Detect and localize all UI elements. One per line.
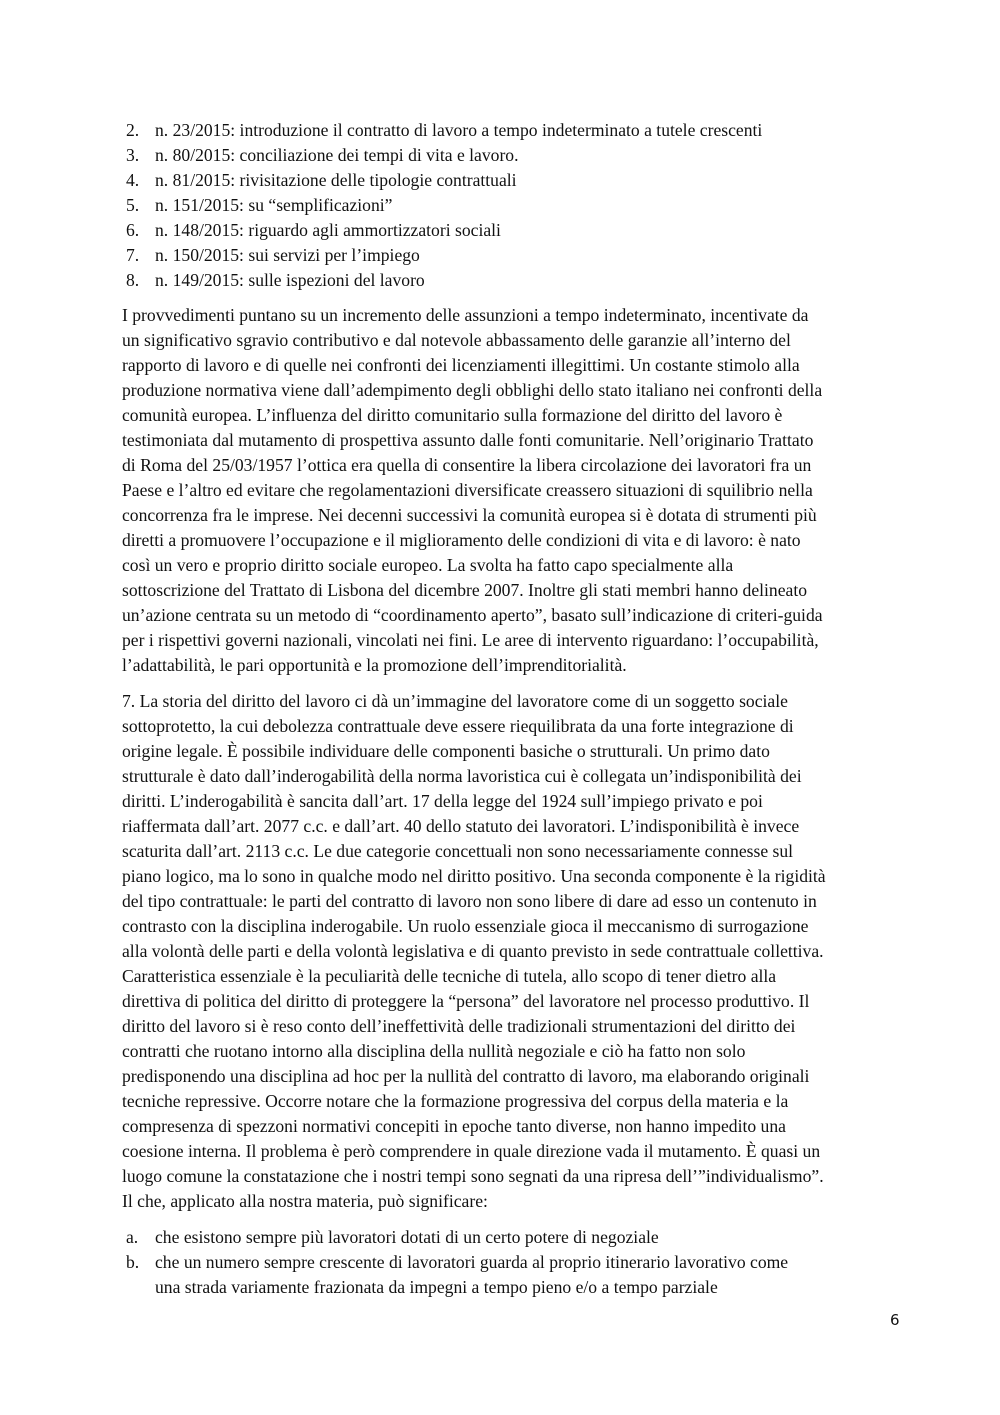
list-marker: 4. xyxy=(126,170,140,190)
text-line: luogo comune la constatazione che i nostri tempi sono segnati da una ripresa dell’”individualismo”. xyxy=(122,1166,824,1186)
list-marker: 8. xyxy=(126,270,140,290)
text-line: origine legale. È possibile individuare delle componenti basiche o strutturali. Un primo dato xyxy=(122,741,770,761)
text-line: coesione interna. Il problema è però comprendere in quale direzione vada il mutamento. È quasi un xyxy=(122,1141,821,1161)
list-item-text: che un numero sempre crescente di lavoratori guarda al proprio itinerario lavorativo come xyxy=(155,1252,789,1272)
text-line: piano logico, ma lo sono in qualche modo nel diritto positivo. Una seconda componente è la rigidità xyxy=(122,866,826,886)
text-line: un significativo sgravio contributivo e dal notevole abbassamento delle garanzie all’interno del xyxy=(122,330,791,350)
list-marker: 7. xyxy=(126,245,140,265)
text-line: Caratteristica essenziale è la peculiarità delle tecniche di tutela, allo scopo di tener dietro alla xyxy=(122,966,777,986)
list-marker: a. xyxy=(126,1227,139,1247)
text-line: per i rispettivi governi nazionali, vincolati nei fini. Le aree di intervento riguardano: l’occupabilità, xyxy=(122,630,819,650)
text-line: di Roma del 25/03/1957 l’ottica era quella di consentire la libera circolazione dei lavoratori fra un xyxy=(122,455,812,475)
text-line: predisponendo una disciplina ad hoc per la nullità del contratto di lavoro, ma elaborando originali xyxy=(122,1066,810,1086)
text-line: produzione normativa viene dall’adempimento degli obblighi dello stato italiano nei confronti della xyxy=(122,380,823,400)
text-line: un’azione centrata su un metodo di “coordinamento aperto”, basato sull’indicazione di criteri-guida xyxy=(122,605,823,625)
paragraph-provvedimenti xyxy=(122,303,904,678)
list-marker: 5. xyxy=(126,195,140,215)
list-marker: 6. xyxy=(126,220,140,240)
text-line: 7. La storia del diritto del lavoro ci dà un’immagine del lavoratore come di un soggetto sociale xyxy=(122,691,788,711)
list-item xyxy=(122,1225,904,1250)
text-line: diritti. L’inderogabilità è sancita dall’art. 17 della legge del 1924 sull’impiego privato e poi xyxy=(122,791,763,811)
text-line: contrasto con la disciplina inderogabile. Un ruolo essenziale gioca il meccanismo di surrogazione xyxy=(122,916,809,936)
text-line: contratti che ruotano intorno alla disciplina della nullità negoziale e ciò ha fatto non solo xyxy=(122,1041,746,1061)
text-line: diretti a promuovere l’occupazione e il miglioramento delle condizioni di vita e di lavoro: è nato xyxy=(122,530,801,550)
text-line: direttiva di politica del diritto di proteggere la “persona” del lavoratore nel processo produttivo. Il xyxy=(122,991,810,1011)
list-item xyxy=(122,168,904,193)
text-line: strutturale è dato dall’inderogabilità della norma lavoristica cui è collegata un’indisponibilità dei xyxy=(122,766,802,786)
alpha-list xyxy=(122,1225,904,1300)
text-line: del tipo contrattuale: le parti del contratto di lavoro non sono libere di dare ad esso un contenuto in xyxy=(122,891,817,911)
text-line: testimoniata dal mutamento di prospettiva assunto dalle fonti comunitarie. Nell’originario Trattato xyxy=(122,430,814,450)
text-line: I provvedimenti puntano su un incremento delle assunzioni a tempo indeterminato, incentivate da xyxy=(122,305,809,325)
list-item-text: n. 148/2015: riguardo agli ammortizzatori sociali xyxy=(155,220,501,240)
list-item-text: n. 151/2015: su “semplificazioni” xyxy=(155,195,393,215)
text-line: compresenza di spezzoni normativi concepiti in epoche tanto diverse, non hanno impedito una xyxy=(122,1116,786,1136)
list-item xyxy=(122,1250,904,1300)
list-item xyxy=(122,243,904,268)
list-item-text: n. 80/2015: conciliazione dei tempi di vita e lavoro. xyxy=(155,145,519,165)
list-marker: 2. xyxy=(126,120,140,140)
list-item xyxy=(122,268,904,293)
list-item xyxy=(122,193,904,218)
list-marker: b. xyxy=(126,1252,140,1272)
text-line: così un vero e proprio diritto sociale europeo. La svolta ha fatto capo specialmente alla xyxy=(122,555,734,575)
list-item-text: n. 150/2015: sui servizi per l’impiego xyxy=(155,245,420,265)
text-line: sottoscrizione del Trattato di Lisbona del dicembre 2007. Inoltre gli stati membri hanno delineato xyxy=(122,580,808,600)
page-number: 6 xyxy=(890,1311,900,1329)
legislative-decree-list xyxy=(122,118,904,293)
text-line: alla volontà delle parti e della volontà legislativa e di quanto previsto in sede contrattuale collettiva. xyxy=(122,941,824,961)
list-item-text: n. 23/2015: introduzione il contratto di lavoro a tempo indeterminato a tutele crescenti xyxy=(155,120,763,140)
text-line: riaffermata dall’art. 2077 c.c. e dall’art. 40 dello statuto dei lavoratori. L’indisponibilità è invece xyxy=(122,816,800,836)
text-line: diritto del lavoro si è reso conto dell’ineffettività delle tradizionali strumentazioni del diritto dei xyxy=(122,1016,796,1036)
list-item-text: che esistono sempre più lavoratori dotati di un certo potere di negoziale xyxy=(155,1227,659,1247)
list-item-text: una strada variamente frazionata da impegni a tempo pieno e/o a tempo parziale xyxy=(155,1277,718,1297)
text-line: comunità europea. L’influenza del diritto comunitario sulla formazione del diritto del lavoro è xyxy=(122,405,783,425)
paragraph-section-7 xyxy=(122,689,904,1214)
list-marker: 3. xyxy=(126,145,140,165)
list-item-text: n. 81/2015: rivisitazione delle tipologie contrattuali xyxy=(155,170,517,190)
text-line: rapporto di lavoro e di quelle nei confronti dei licenziamenti illegittimi. Un costante stimolo alla xyxy=(122,355,800,375)
text-line: scaturita dall’art. 2113 c.c. Le due categorie concettuali non sono necessariamente connesse sul xyxy=(122,841,794,861)
list-item xyxy=(122,118,904,143)
list-item-text: n. 149/2015: sulle ispezioni del lavoro xyxy=(155,270,425,290)
text-line: tecniche repressive. Occorre notare che la formazione progressiva del corpus della materia e la xyxy=(122,1091,789,1111)
text-line: Paese e l’altro ed evitare che regolamentazioni diversificate creassero situazioni di squilibrio nella xyxy=(122,480,813,500)
list-item xyxy=(122,218,904,243)
text-line: Il che, applicato alla nostra materia, può significare: xyxy=(122,1191,488,1211)
page-content xyxy=(122,118,904,1300)
text-line: sottoprotetto, la cui debolezza contrattuale deve essere riequilibrata da una forte integrazione di xyxy=(122,716,794,736)
text-line: l’adattabilità, le pari opportunità e la promozione dell’imprenditorialità. xyxy=(122,655,627,675)
list-item xyxy=(122,143,904,168)
text-line: concorrenza fra le imprese. Nei decenni successivi la comunità europea si è dotata di strumenti più xyxy=(122,505,817,525)
